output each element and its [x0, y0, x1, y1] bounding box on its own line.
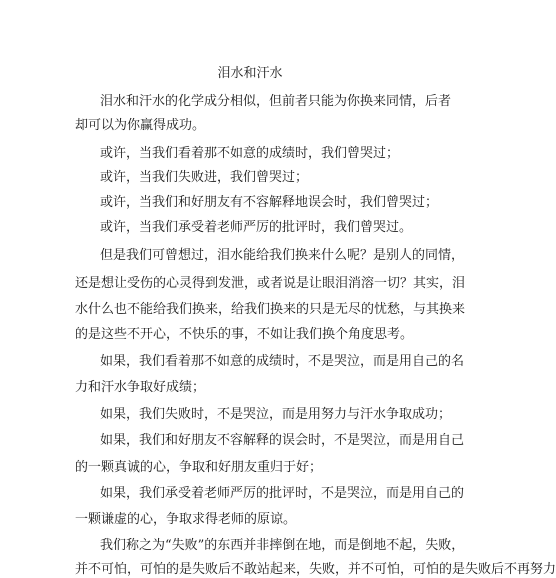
body-line: 或许，当我们看着那不如意的成绩时，我们曾哭过；	[100, 146, 400, 161]
body-line: 还是想让受伤的心灵得到发泄，或者说是让眼泪消溶一切？其实，泪	[75, 276, 466, 291]
body-line: 但是我们可曾想过，泪水能给我们换来什么呢？是别人的同情，	[100, 248, 465, 263]
body-line: 或许，当我们承受着老师严厉的批评时，我们曾哭过。	[100, 220, 413, 235]
body-line: 的是这些不开心，不快乐的事，不如让我们换个角度思考。	[75, 327, 414, 342]
body-line: 或许，当我们失败进，我们曾哭过；	[100, 170, 309, 185]
body-line: 却可以为你赢得成功。	[75, 118, 206, 133]
body-line: 力和汗水争取好成绩；	[75, 380, 206, 395]
body-line: 的一颗真诚的心，争取和好朋友重归于好；	[75, 460, 323, 475]
body-line: 如果，我们失败时，不是哭泣，而是用努力与汗水争取成功；	[100, 407, 452, 422]
body-line: 如果，我们和好朋友不容解释的误会时，不是哭泣，而是用自己	[100, 433, 465, 448]
body-line: 水什么也不能给我们换来，给我们换来的只是无尽的忧愁，与其换来	[75, 302, 466, 317]
body-line: 一颗谦虚的心，争取求得老师的原谅。	[75, 512, 297, 527]
body-line: 如果，我们承受着老师严厉的批评时，不是哭泣，而是用自己的	[100, 486, 465, 501]
body-line: 或许，当我们和好朋友有不容解释地误会时，我们曾哭过；	[100, 195, 439, 210]
body-line: 我们称之为“失败”的东西并非摔倒在地，而是倒地不起，失败，	[100, 538, 465, 553]
body-line: 并不可怕，可怕的是失败后不敢站起来，失败，并不可怕，可怕的是失败后不再努力	[75, 562, 556, 577]
document-title: 泪水和汗水	[217, 66, 283, 81]
body-line: 如果，我们看着那不如意的成绩时，不是哭泣，而是用自己的名	[100, 354, 465, 369]
body-line: 泪水和汗水的化学成分相似，但前者只能为你换来同情，后者	[100, 94, 452, 109]
